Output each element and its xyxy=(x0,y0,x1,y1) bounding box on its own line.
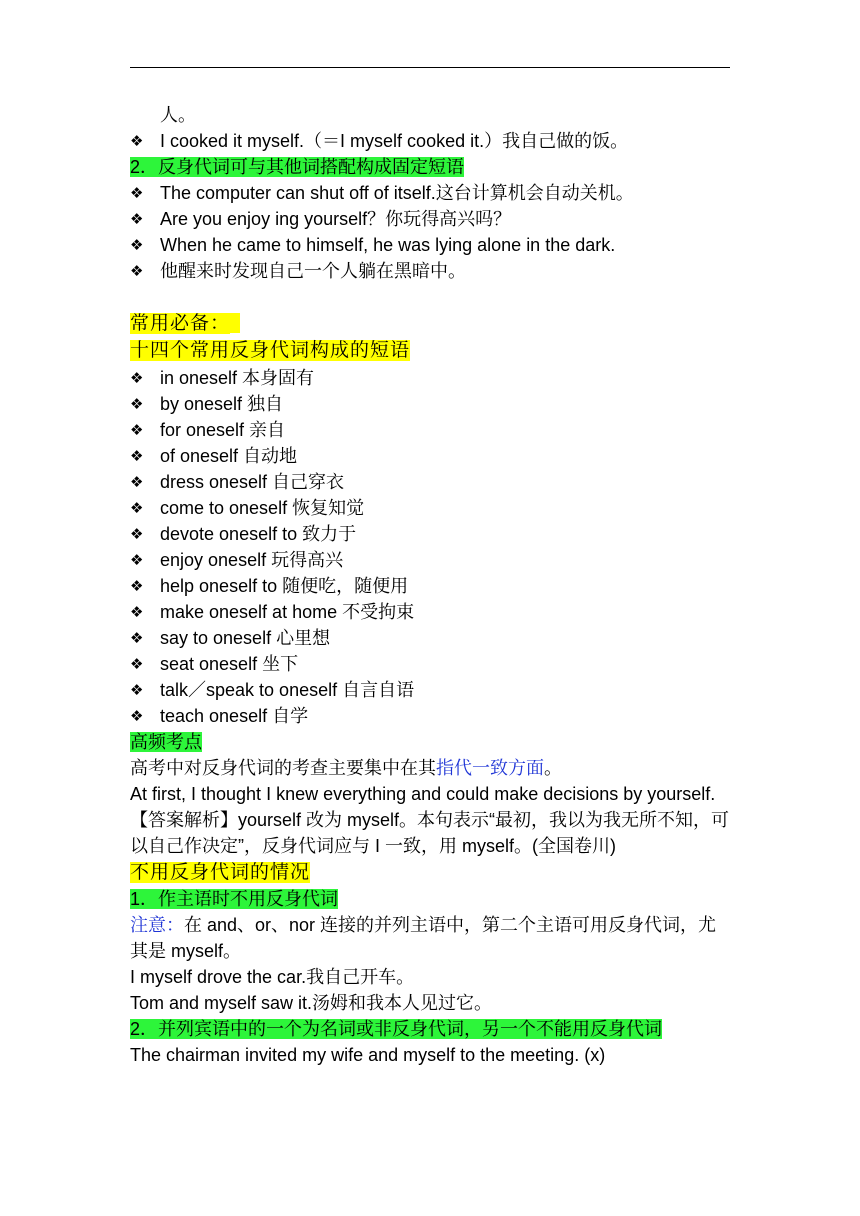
phrase-text: devote oneself to 致力于 xyxy=(160,524,357,544)
phrase-text: dress oneself 自己穿衣 xyxy=(160,472,345,492)
list-item xyxy=(130,391,732,417)
list-item xyxy=(130,206,732,232)
phrase-text: by oneself 独自 xyxy=(160,394,284,414)
bullet-icon: ❖ xyxy=(130,681,144,699)
list-item xyxy=(130,443,732,469)
list-item xyxy=(130,128,732,154)
phrase-text: say to oneself 心里想 xyxy=(160,628,331,648)
intro-prefix: 高考中对反身代词的考查主要集中在其 xyxy=(130,758,436,778)
answer-analysis: 【答案解析】yourself 改为 myself。本句表示“最初，我以为我无所不知，可以自己作决定”，反身代词应与 I 一致，用 myself。(全国卷川) xyxy=(130,810,730,856)
list-item xyxy=(130,573,732,599)
example-sentence: Tom and myself saw it.汤姆和我本人见过它。 xyxy=(130,993,493,1013)
note-paragraph xyxy=(130,912,732,964)
bullet-icon: ❖ xyxy=(130,473,144,491)
note-label: 注意： xyxy=(130,915,184,935)
document-body xyxy=(130,102,732,1068)
heading-fixed-phrases: 2．反身代词可与其他词搭配构成固定短语 xyxy=(130,157,465,177)
bullet-icon: ❖ xyxy=(130,499,144,517)
intro-suffix: 。 xyxy=(544,758,562,778)
example-text: I cooked it myself.（＝I myself cooked it.）我自己做的饭。 xyxy=(160,131,629,151)
bullet-icon: ❖ xyxy=(130,655,144,673)
intro-highlight: 指代一致方面 xyxy=(436,758,544,778)
rule-object: 2．并列宾语中的一个为名词或非反身代词，另一个不能用反身代词 xyxy=(130,1019,663,1039)
example-text: The computer can shut off of itself.这台计算机会自动关机。 xyxy=(160,183,634,203)
bullet-icon: ❖ xyxy=(130,525,144,543)
section-title-exam: 高频考点 xyxy=(130,732,202,752)
example-text: Are you enjoy ing yourself？你玩得高兴吗？ xyxy=(160,209,512,229)
bullet-icon: ❖ xyxy=(130,707,144,725)
bullet-icon: ❖ xyxy=(130,551,144,569)
example-text: When he came to himself, he was lying alone in the dark. xyxy=(160,235,616,255)
list-item xyxy=(130,417,732,443)
bullet-icon: ❖ xyxy=(130,603,144,621)
bullet-icon: ❖ xyxy=(130,577,144,595)
exam-intro xyxy=(130,755,732,781)
list-item xyxy=(130,521,732,547)
phrase-text: for oneself 亲自 xyxy=(160,420,286,440)
section-title-common: 常用必备： xyxy=(130,313,231,334)
phrase-text: enjoy oneself 玩得高兴 xyxy=(160,550,344,570)
list-item xyxy=(130,703,732,729)
bullet-icon: ❖ xyxy=(130,236,144,254)
list-item xyxy=(130,625,732,651)
header-rule xyxy=(130,67,730,68)
bullet-icon: ❖ xyxy=(130,369,144,387)
example-sentence: The chairman invited my wife and myself to the meeting. (x) xyxy=(130,1045,606,1065)
bullet-icon: ❖ xyxy=(130,210,144,228)
note-text: 在 and、or、nor 连接的并列主语中，第二个主语可用反身代词，尤其是 myself。 xyxy=(130,915,717,961)
section-subtitle-phrases: 十四个常用反身代词构成的短语 xyxy=(130,340,411,361)
bullet-icon: ❖ xyxy=(130,629,144,647)
phrase-text: talk／speak to oneself 自言自语 xyxy=(160,680,415,700)
list-item xyxy=(130,258,732,284)
phrase-text: seat oneself 坐下 xyxy=(160,654,299,674)
rule-subject: 1．作主语时不用反身代词 xyxy=(130,889,339,909)
list-item xyxy=(130,469,732,495)
bullet-icon: ❖ xyxy=(130,447,144,465)
phrase-text: of oneself 自动地 xyxy=(160,446,298,466)
phrase-text: help oneself to 随便吃，随便用 xyxy=(160,576,409,596)
example-sentence: I myself drove the car.我自己开车。 xyxy=(130,967,415,987)
list-item xyxy=(130,180,732,206)
list-item xyxy=(130,599,732,625)
list-item xyxy=(130,365,732,391)
phrase-text: teach oneself 自学 xyxy=(160,706,309,726)
phrase-text: come to oneself 恢复知觉 xyxy=(160,498,365,518)
bullet-icon: ❖ xyxy=(130,132,144,150)
bullet-icon: ❖ xyxy=(130,395,144,413)
list-item xyxy=(130,495,732,521)
bullet-icon: ❖ xyxy=(130,184,144,202)
phrase-text: in oneself 本身固有 xyxy=(160,368,315,388)
section-title-no-reflexive: 不用反身代词的情况 xyxy=(130,862,311,883)
example-text: 他醒来时发现自己一个人躺在黑暗中。 xyxy=(160,261,466,281)
list-item xyxy=(130,677,732,703)
continuation-text: 人。 xyxy=(160,105,196,125)
list-item xyxy=(130,232,732,258)
list-item xyxy=(130,547,732,573)
exam-example: At first, I thought I knew everything and could make decisions by yourself. xyxy=(130,784,716,804)
bullet-icon: ❖ xyxy=(130,262,144,280)
phrase-text: make oneself at home 不受拘束 xyxy=(160,602,415,622)
list-item xyxy=(130,651,732,677)
bullet-icon: ❖ xyxy=(130,421,144,439)
